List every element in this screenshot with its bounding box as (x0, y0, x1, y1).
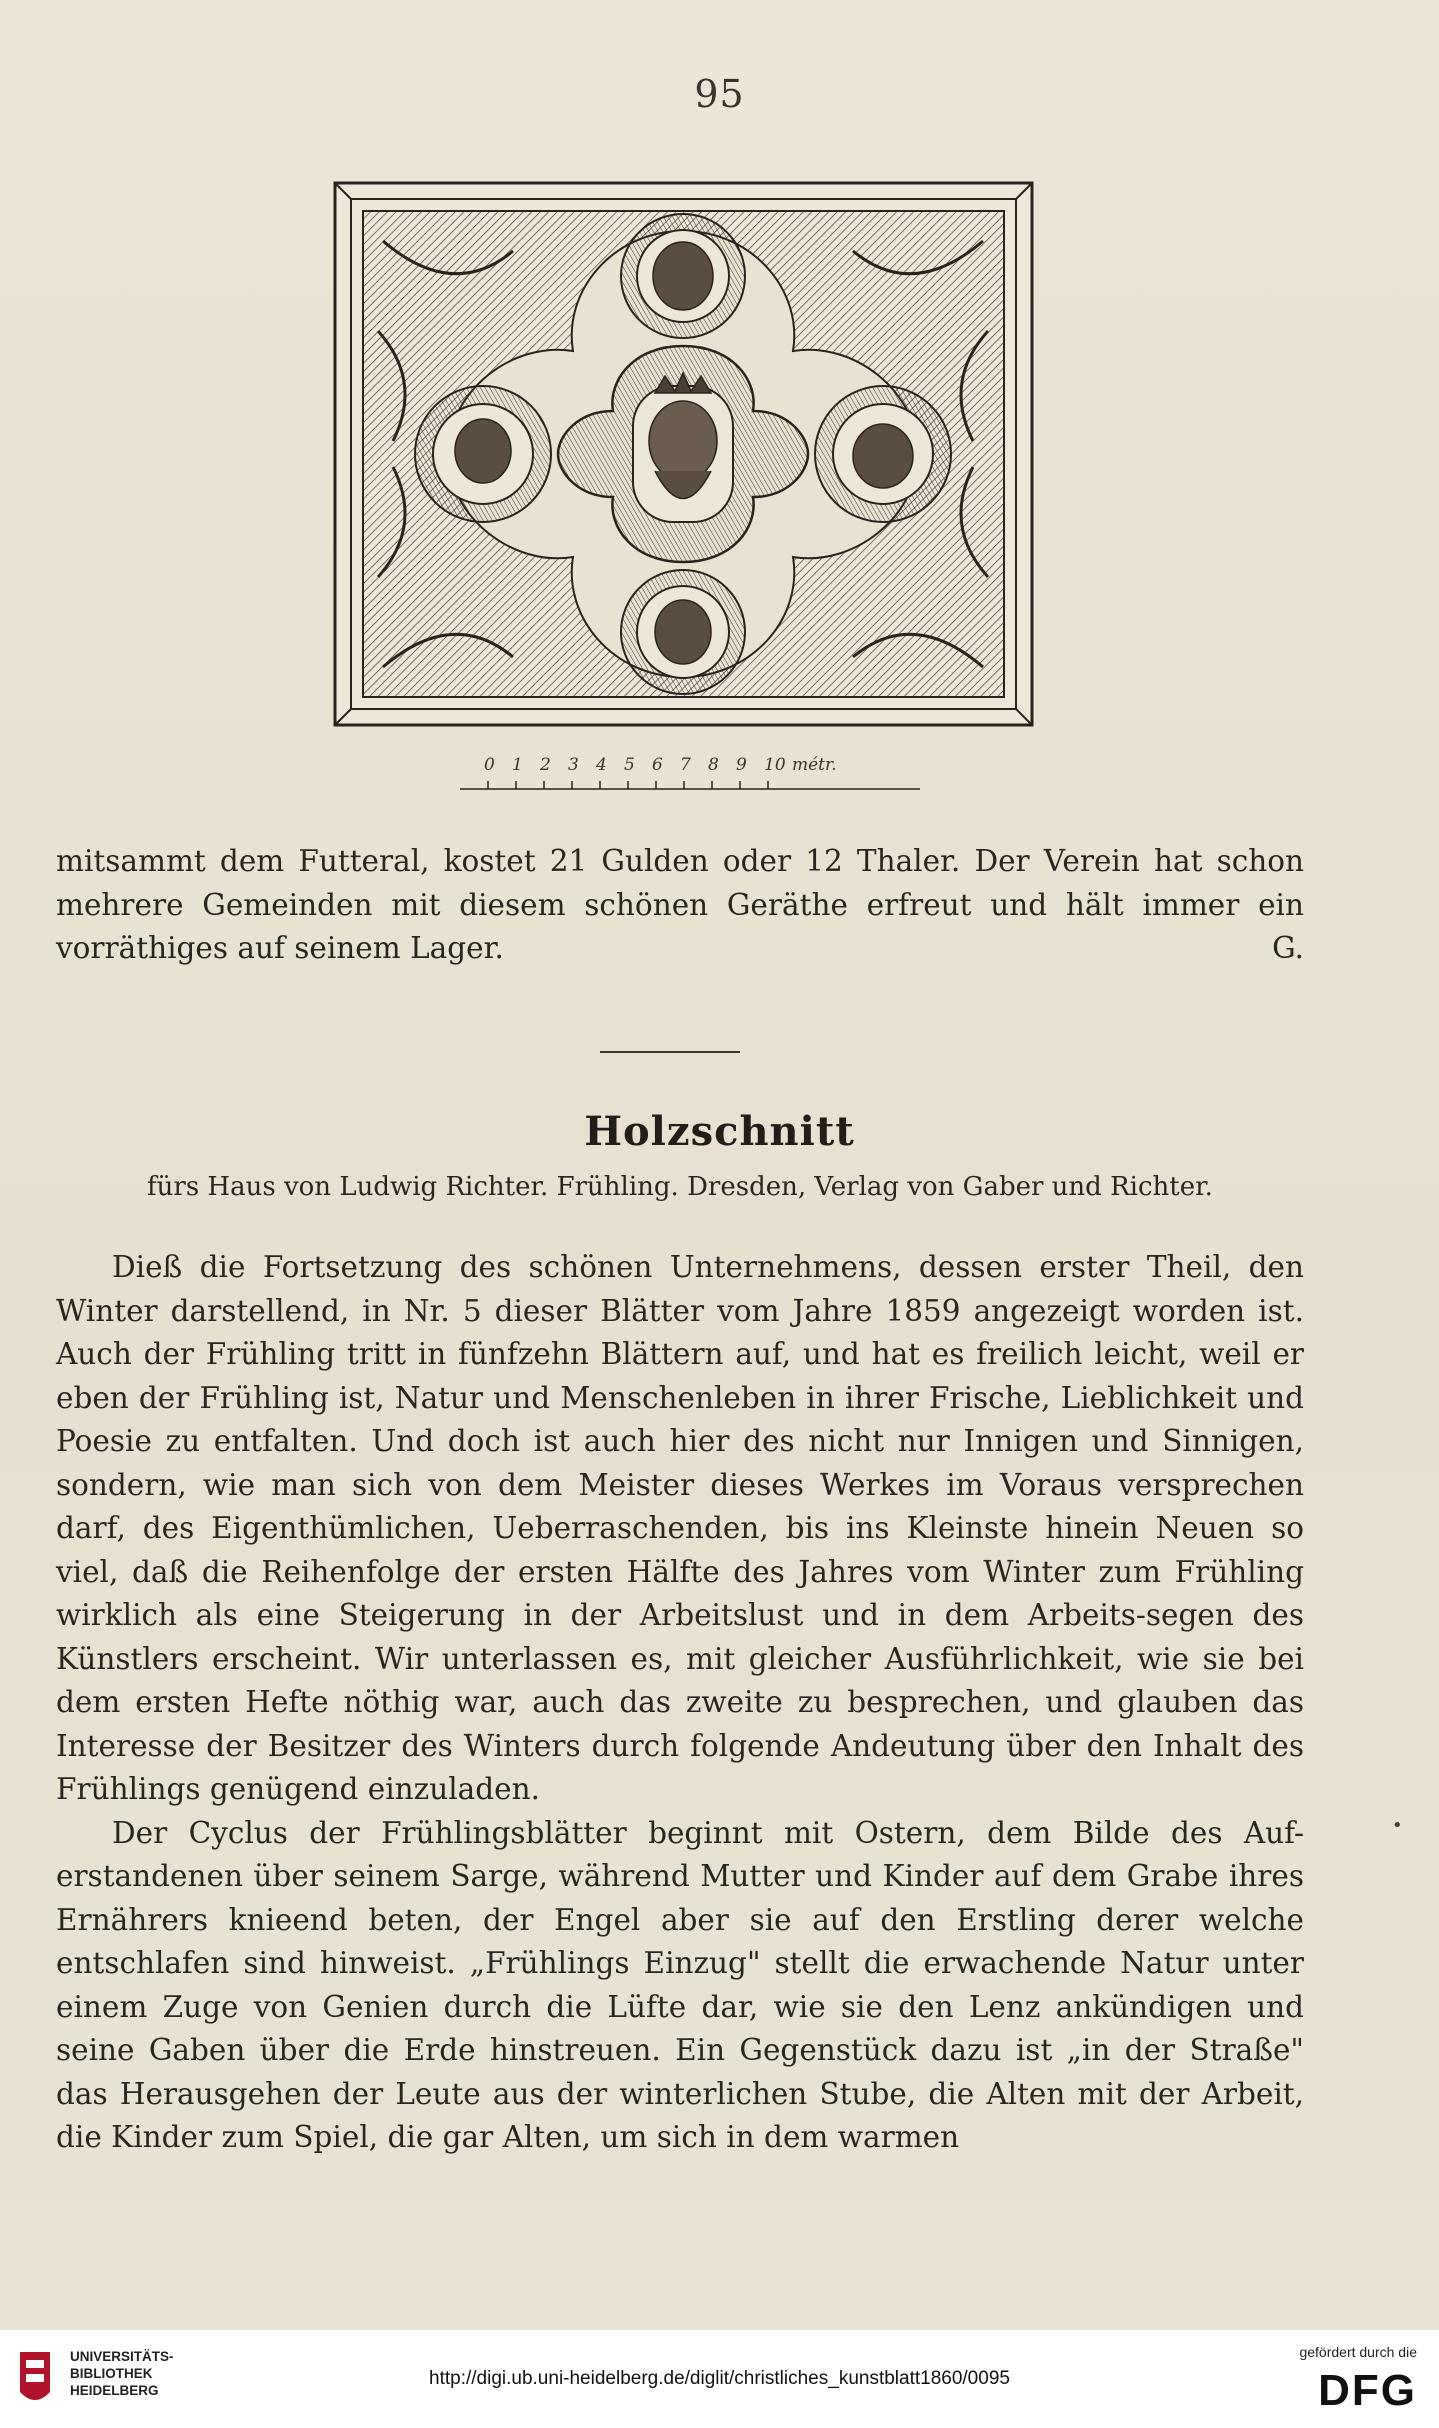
scale-bar (460, 755, 920, 795)
scale-tick-label: 2 (540, 755, 551, 775)
scale-tick-label: 7 (680, 755, 691, 775)
article-body (56, 1246, 1304, 2160)
scale-unit: métr. (792, 755, 837, 775)
funding-label: gefördert durch die (1299, 2344, 1417, 2360)
scale-tick-label: 8 (708, 755, 719, 775)
scale-tick-label: 9 (736, 755, 747, 775)
ornamental-woodcut-figure (333, 181, 1034, 727)
dfg-logo: DFG (1318, 2366, 1417, 2415)
page-number: 95 (694, 72, 745, 116)
article-heading: Holzschnitt (584, 1108, 855, 1155)
article-subheading: fürs Haus von Ludwig Richter. Frühling. Dresden, Verlag von Gaber und Richter. (147, 1172, 1213, 1202)
digitization-footer (0, 2330, 1439, 2428)
scale-tick-label: 10 (764, 755, 786, 775)
signature: G. (1272, 931, 1304, 965)
scale-tick-label: 3 (568, 755, 579, 775)
section-divider (600, 1051, 740, 1053)
closing-paragraph-text: mitsammt dem Futteral, kostet 21 Gulden oder 12 Thaler. Der Verein hat schon mehrere Gemeinden mit diesem schönen Geräthe erfreut und hält immer ein vorräthiges auf seinem Lager. (56, 844, 1304, 965)
permalink-url[interactable]: http://digi.ub.uni-heidelberg.de/diglit/christliches_kunstblatt1860/0095 (429, 2368, 1010, 2389)
scale-tick-label: 1 (512, 755, 523, 775)
scale-tick-label: 0 (484, 755, 495, 775)
scale-tick-label: 4 (596, 755, 607, 775)
body-paragraph: Der Cyclus der Frühlingsblätter beginnt mit Ostern, dem Bilde des Auf-erstandenen über seinem Sarge, während Mutter und Kinder auf dem Grabe ihres Ernährers knieend beten, der Engel aber sie auf den Erstling derer welche entschlafen sind hinweist. „Frühlings Einzug" stellt die erwachende Natur unter einem Zuge von Genien durch die Lüfte dar, wie sie den Lenz ankündigen und seine Gaben über die Erde hinstreuen. Ein Gegenstück dazu ist „in der Straße" das Herausgehen der Leute aus der winterlichen Stube, die Alten mit der Arbeit, die Kinder zum Spiel, die gar Alten, um sich in dem warmen (56, 1815, 1304, 2154)
body-paragraph: Dieß die Fortsetzung des schönen Unternehmens, dessen erster Theil, den Winter darstellend, in Nr. 5 dieser Blätter vom Jahre 1859 angezeigt worden ist. Auch der Frühling tritt in fünfzehn Blättern auf, und hat es freilich leicht, weil er eben der Frühling ist, Natur und Menschenleben in ihrer Frische, Lieblichkeit und Poesie zu entfalten. Und doch ist auch hier des nicht nur Innigen und Sinnigen, sondern, wie man sich von dem Meister dieses Werkes im Voraus versprechen darf, des Eigenthümlichen, Ueberraschenden, bis ins Kleinste hinein Neuen so viel, daß die Reihenfolge der ersten Hälfte des Jahres vom Winter zum Frühling wirklich als eine Steigerung in der Arbeitslust und in dem Arbeits-segen des Künstlers erscheint. Wir unterlassen es, mit gleicher Ausführlichkeit, wie sie bei dem ersten Hefte nöthig war, auch das zweite zu besprechen, und glauben das Interesse der Besitzer des Winters durch folgende Andeutung über den Inhalt des Frühlings genügend einzuladen. (56, 1250, 1304, 1806)
closing-paragraph (56, 840, 1304, 971)
scale-tick-label: 5 (624, 755, 635, 775)
library-name: UNIVERSITÄTS- BIBLIOTHEK HEIDELBERG (70, 2349, 174, 2398)
scale-labels (484, 755, 904, 775)
margin-mark: • (1392, 1815, 1403, 1836)
scale-tick-label: 6 (652, 755, 663, 775)
